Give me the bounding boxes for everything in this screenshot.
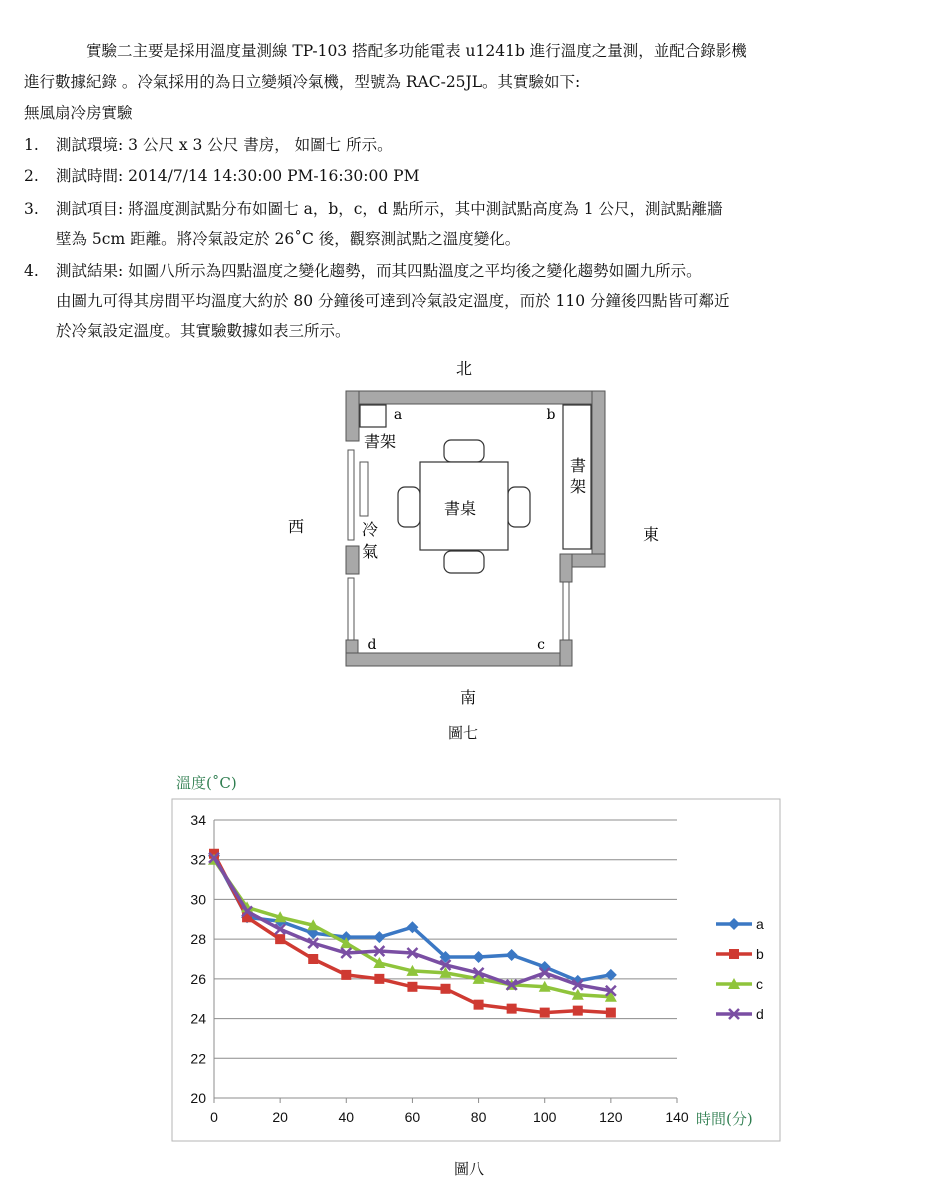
compass-south: 南	[459, 688, 477, 707]
x-tick-label: 120	[599, 1109, 623, 1125]
marker-square	[441, 984, 451, 994]
small-cabinet	[360, 405, 386, 427]
y-tick-label: 24	[190, 1010, 206, 1027]
marker-square	[606, 1008, 616, 1018]
marker-square	[540, 1008, 550, 1018]
ac-unit	[360, 462, 368, 516]
intro-line-2: 進行數據紀錄 。冷氣採用的為日立變頻冷氣機，型號為 RAC-25JL。其實驗如下:	[24, 73, 581, 91]
marker-square	[275, 934, 285, 944]
figure-caption-8: 圖八	[454, 1160, 485, 1178]
marker-square	[308, 954, 318, 964]
y-tick-label: 30	[190, 891, 206, 908]
x-tick-label: 100	[533, 1109, 557, 1125]
compass-east: 東	[642, 525, 660, 544]
list-item-line: 由圖九可得其房間平均溫度大約於 80 分鐘後可達到冷氣設定溫度，而於 110 分鐘後四點皆可鄰近	[56, 292, 730, 310]
compass-west: 西	[287, 517, 305, 536]
marker-square	[474, 1000, 484, 1010]
list-item-line: 於冷氣設定溫度。其實驗數據如表三所示。	[56, 322, 351, 340]
temperature-chart	[0, 765, 928, 1155]
marker-square	[407, 982, 417, 992]
x-tick-label: 40	[338, 1109, 355, 1125]
list-item-line: 測試結果: 如圖八所示為四點溫度之變化趨勢，而其四點溫度之平均後之變化趨勢如圖九所示。	[56, 262, 702, 280]
marker-square	[729, 949, 739, 959]
y-tick-label: 20	[190, 1090, 206, 1106]
x-tick-label: 80	[470, 1109, 487, 1125]
point-a: a	[393, 407, 403, 423]
section-heading: 無風扇冷房實驗	[24, 104, 133, 122]
legend-label: d	[756, 1006, 764, 1022]
point-b: b	[546, 407, 556, 423]
y-tick-label: 22	[190, 1050, 206, 1067]
x-tick-label: 0	[210, 1109, 218, 1125]
marker-square	[341, 970, 351, 980]
list-item-number: 2.	[24, 167, 39, 185]
x-axis-title: 時間(分)	[696, 1110, 753, 1128]
y-axis-title: 溫度(˚C)	[176, 774, 237, 792]
legend-label: c	[756, 976, 763, 992]
marker-square	[374, 974, 384, 984]
bookshelf-right-label: 書	[569, 456, 587, 475]
list-item-line: 測試時間: 2014/7/14 14:30:00 PM-16:30:00 PM	[56, 167, 420, 185]
list-item-line: 測試環境: 3 公尺 x 3 公尺 書房， 如圖七 所示。	[56, 136, 393, 154]
figure-caption-7: 圖七	[448, 724, 479, 742]
y-tick-label: 28	[190, 931, 206, 948]
compass-north: 北	[455, 359, 473, 378]
bookshelf-right-label: 架	[569, 477, 587, 496]
y-tick-label: 34	[190, 812, 206, 828]
ac-label: 氣	[361, 542, 379, 561]
legend-label: a	[756, 916, 764, 932]
x-tick-label: 60	[404, 1109, 421, 1125]
floor-plan	[0, 350, 928, 750]
x-tick-label: 20	[272, 1109, 288, 1125]
marker-square	[507, 1004, 517, 1014]
marker-square	[573, 1006, 583, 1016]
y-tick-label: 32	[190, 851, 206, 868]
list-item-number: 1.	[24, 136, 39, 154]
bookshelf-left-label: 書架	[363, 432, 397, 451]
list-item-number: 4.	[24, 262, 39, 280]
list-item-line: 壁為 5cm 距離。將冷氣設定於 26˚C 後，觀察測試點之溫度變化。	[56, 230, 521, 248]
desk-label: 書桌	[443, 499, 477, 518]
intro-line-1: 實驗二主要是採用溫度量測線 TP-103 搭配多功能電表 u1241b 進行溫度之量測，並配合錄影機	[86, 42, 747, 60]
legend-label: b	[756, 946, 764, 962]
x-tick-label: 140	[665, 1109, 689, 1125]
point-d: d	[367, 637, 377, 653]
point-c: c	[537, 637, 545, 653]
list-item-number: 3.	[24, 200, 39, 218]
list-item-line: 測試項目: 將溫度測試點分布如圖七 a，b，c，d 點所示，其中測試點高度為 1 公尺，測試點離牆	[56, 200, 723, 218]
y-tick-label: 26	[190, 970, 206, 987]
ac-label: 冷	[361, 520, 379, 539]
